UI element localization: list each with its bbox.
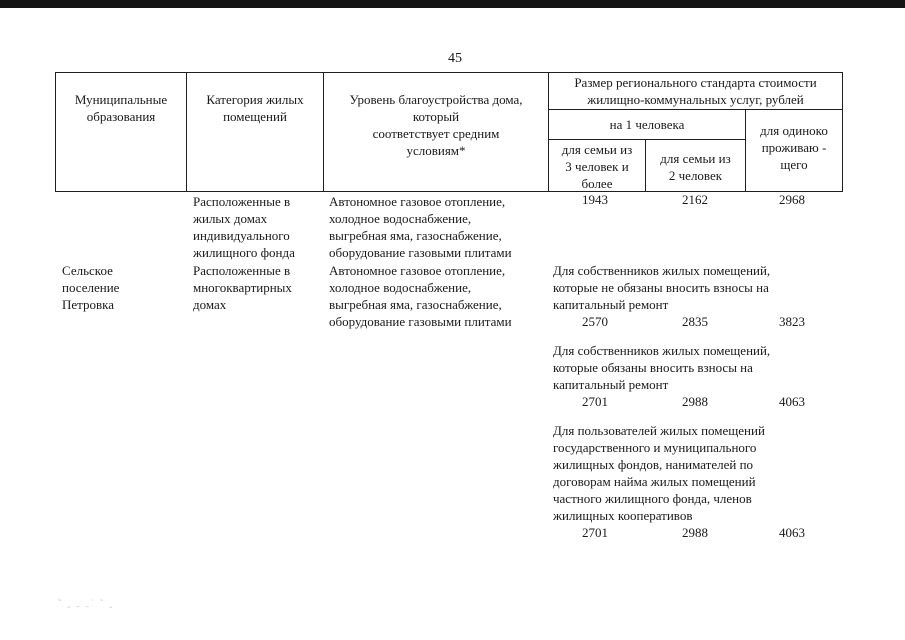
header-rule-1 — [548, 109, 843, 110]
header-standard — [549, 74, 842, 108]
group2-value-single: 4063 — [779, 394, 805, 409]
col-rule-1 — [186, 72, 187, 192]
row1-value-family3: 1943 — [582, 192, 608, 207]
header-line: 2 человек — [668, 168, 723, 183]
text-line: которые не обязаны вносить взносы на — [553, 280, 769, 295]
text-line: оборудование газовыми плитами — [329, 314, 512, 329]
header-line: для одиноко — [760, 123, 828, 138]
col-rule-6 — [842, 72, 843, 192]
text-line: выгребная яма, газоснабжение, — [329, 228, 502, 243]
header-level — [324, 91, 548, 159]
text-line: индивидуального — [193, 228, 290, 243]
text-line: Для собственников жилых помещений, — [553, 343, 771, 358]
group2-value-family2: 2988 — [682, 394, 708, 409]
text-line: Расположенные в — [193, 194, 291, 209]
header-line: для семьи из — [660, 151, 731, 166]
text-line: договорам найма жилых помещений — [553, 474, 756, 489]
text-line: Для пользователей жилых помещений — [553, 423, 765, 438]
municipality-name — [62, 262, 182, 313]
group1-label — [553, 262, 843, 313]
header-line: проживаю - — [761, 140, 827, 155]
text-line: многоквартирных — [193, 280, 292, 295]
row1-value-family2: 2162 — [682, 192, 708, 207]
header-line: соответствует средним — [372, 126, 500, 141]
text-line: домах — [193, 297, 227, 312]
text-line: холодное водоснабжение, — [329, 280, 472, 295]
header-per-person: на 1 человека — [609, 117, 685, 132]
group3-label — [553, 422, 843, 524]
group1-value-single: 3823 — [779, 314, 805, 329]
header-line: для семьи из — [561, 142, 633, 157]
header-line: Уровень благоустройства дома, — [349, 92, 523, 107]
text-line: Автономное газовое отопление, — [329, 194, 506, 209]
header-line: более — [581, 176, 613, 191]
group3-value-family3: 2701 — [582, 525, 608, 540]
text-line: жилищных кооперативов — [553, 508, 693, 523]
row1-value-single: 2968 — [779, 192, 805, 207]
header-line: щего — [780, 157, 808, 172]
municipality-line: поселение — [62, 280, 120, 295]
text-line: жилых домах — [193, 211, 268, 226]
row2-category — [193, 262, 321, 313]
text-line: выгребная яма, газоснабжение, — [329, 297, 502, 312]
header-single — [746, 122, 842, 173]
table-top-rule — [55, 72, 843, 73]
text-line: Автономное газовое отопление, — [329, 263, 506, 278]
text-line: жилищных фондов, нанимателей по — [553, 457, 754, 472]
scan-border — [0, 0, 905, 8]
header-line: Муниципальные — [74, 92, 168, 107]
text-line: капитальный ремонт — [553, 377, 669, 392]
text-line: оборудование газовыми плитами — [329, 245, 512, 260]
header-line: жилищно-коммунальных услуг, рублей — [587, 92, 804, 107]
group2-label — [553, 342, 843, 393]
row1-category — [193, 193, 321, 261]
group2-value-family3: 2701 — [582, 394, 608, 409]
text-line: капитальный ремонт — [553, 297, 669, 312]
header-line: Размер регионального стандарта стоимости — [574, 75, 817, 90]
header-rule-2 — [548, 139, 745, 140]
municipality-line: Сельское — [62, 263, 113, 278]
row1-level — [329, 193, 547, 261]
header-municipality — [56, 91, 186, 125]
group1-value-family3: 2570 — [582, 314, 608, 329]
municipality-line: Петровка — [62, 297, 115, 312]
scan-smudge: ˜ ˷ ˍ ˍ˙ ˜ ˷ — [58, 598, 115, 608]
header-line: Категория жилых — [206, 92, 304, 107]
text-line: частного жилищного фонда, членов — [553, 491, 752, 506]
text-line: Для собственников жилых помещений, — [553, 263, 771, 278]
row2-level — [329, 262, 547, 330]
page-number: 45 — [448, 51, 462, 66]
group3-value-single: 4063 — [779, 525, 805, 540]
header-line: который — [412, 109, 460, 124]
header-family-3 — [549, 141, 645, 192]
group3-value-family2: 2988 — [682, 525, 708, 540]
header-line: условиям* — [406, 143, 466, 158]
text-line: которые обязаны вносить взносы на — [553, 360, 753, 375]
header-category — [187, 91, 323, 125]
text-line: холодное водоснабжение, — [329, 211, 472, 226]
header-line: 3 человек и — [565, 159, 629, 174]
text-line: Расположенные в — [193, 263, 291, 278]
group1-value-family2: 2835 — [682, 314, 708, 329]
header-line: образования — [86, 109, 156, 124]
header-family-2 — [646, 150, 745, 184]
text-line: государственного и муниципального — [553, 440, 757, 455]
col-rule-0 — [55, 72, 56, 192]
header-line: помещений — [223, 109, 287, 124]
text-line: жилищного фонда — [193, 245, 295, 260]
